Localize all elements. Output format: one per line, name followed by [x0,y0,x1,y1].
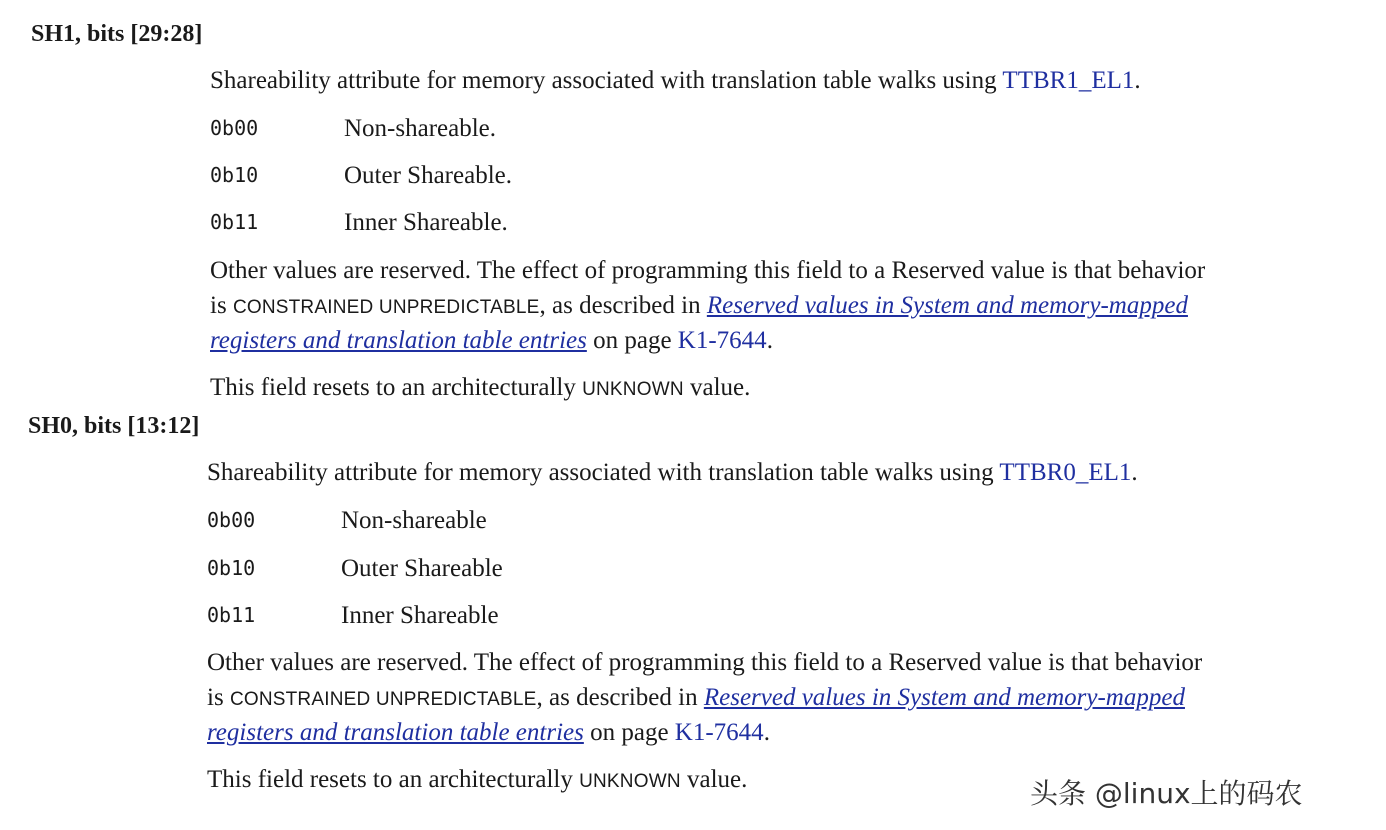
reserved-values-link[interactable]: Reserved values in System and memory-mapped [706,292,1188,319]
constrained-unpredictable-term: CONSTRAINED UNPREDICTABLE [229,689,537,710]
field-description: Shareability attribute for memory associated with translation table walks using TTBR0_EL1. [207,459,1138,486]
reset-text: This field resets to an architecturally UNKNOWN value. [210,374,751,401]
reset-text: This field resets to an architecturally UNKNOWN value. [207,766,748,793]
reserved-values-link[interactable]: Reserved values in System and memory-mapped [703,684,1185,711]
encoding-meaning: Inner Shareable. [344,209,508,236]
watermark-text: 头条 @linux上的码农 [1030,777,1303,810]
encoding-meaning: Outer Shareable [341,555,503,582]
encoding-code: 0b00 [210,116,259,140]
reserved-values-link[interactable]: registers and translation table entries [210,327,587,354]
reserved-text-line: registers and translation table entries on page K1-7644. [207,719,770,746]
encoding-meaning: Outer Shareable. [344,162,512,189]
reserved-values-link[interactable]: registers and translation table entries [207,719,584,746]
encoding-meaning: Non-shareable [341,507,487,534]
reserved-text-line: Other values are reserved. The effect of programming this field to a Reserved value is that behavior [207,649,1203,676]
page-reference-link[interactable]: K1-7644 [677,327,767,354]
field-description: Shareability attribute for memory associated with translation table walks using TTBR1_EL1. [210,67,1141,94]
constrained-unpredictable-term: CONSTRAINED UNPREDICTABLE [232,297,540,318]
register-link-ttbr0[interactable]: TTBR0_EL1 [999,459,1132,486]
encoding-meaning: Non-shareable. [344,115,497,142]
encoding-code: 0b11 [210,210,259,234]
encoding-meaning: Inner Shareable [341,602,499,629]
encoding-code: 0b10 [207,556,256,580]
page-reference-link[interactable]: K1-7644 [674,719,764,746]
register-link-ttbr1[interactable]: TTBR1_EL1 [1002,67,1135,94]
unknown-term: UNKNOWN [579,771,681,792]
reserved-text-line: is CONSTRAINED UNPREDICTABLE, as described in Reserved values in System and memory-mapped [210,292,1188,319]
unknown-term: UNKNOWN [582,379,684,400]
field-heading: SH1, bits [29:28] [31,21,203,47]
reserved-text-line: is CONSTRAINED UNPREDICTABLE, as described in Reserved values in System and memory-mapped [207,684,1185,711]
reserved-text-line: Other values are reserved. The effect of programming this field to a Reserved value is that behavior [210,257,1206,284]
encoding-code: 0b00 [207,508,256,532]
encoding-code: 0b10 [210,163,259,187]
encoding-code: 0b11 [207,603,256,627]
reserved-text-line: registers and translation table entries on page K1-7644. [210,327,773,354]
field-heading: SH0, bits [13:12] [28,413,200,439]
